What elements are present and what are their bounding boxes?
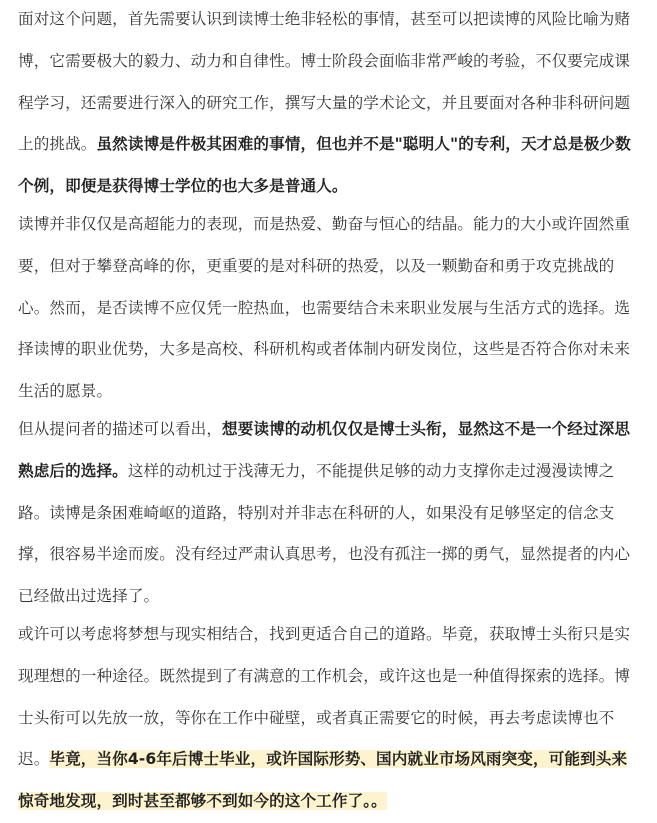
paragraph-4 <box>18 614 639 823</box>
paragraph-3-text-a: 但从提问者的描述可以看出， <box>18 419 223 438</box>
paragraph-3-bold: 想要读博的动机仅仅是博士头衔，显然这不是一个经过深思熟虑后的选择。 <box>18 419 631 480</box>
paragraph-2 <box>18 204 639 413</box>
paragraph-3-text-b: 这样的动机过于浅薄无力，不能提供足够的动力支撑你走过漫漫读博之路。读博是条困难崎岖的道路，特别对并非志在科研的人，如果没有足够坚定的信念支撑，很容易半途而废。没有经过严肃认真思考，也没有孤注一掷的勇气，显然提者的内心已经做出过选择了。 <box>18 461 631 606</box>
paragraph-1-bold: 虽然读博是件极其困难的事情，但也并不是"聪明人"的专利，天才总是极少数个例，即便是获得博士学位的也大多是普通人。 <box>18 135 631 196</box>
paragraph-3 <box>18 409 639 618</box>
paragraph-4-highlighted-bold: 毕竟，当你4-6年后博士毕业，或许国际形势、国内就业市场风雨突变，可能到头来惊奇地发现，到时甚至都够不到如今的这个工作了。。 <box>18 750 628 811</box>
paragraph-1-text: 面对这个问题，首先需要认识到读博士绝非轻松的事情，甚至可以把读博的风险比喻为赌博，它需要极大的毅力、动力和自律性。博士阶段会面临非常严峻的考验，不仅要完成课程学习，还需要进行深入的研究工作，撰写大量的学术论文，并且要面对各种非科研问题上的挑战。 <box>18 10 631 154</box>
paragraph-4-text: 或许可以考虑将梦想与现实相结合，找到更适合自己的道路。毕竟，获取博士头衔只是实现理想的一种途径。既然提到了有满意的工作机会，或许这也是一种值得探索的选择。博士头衔可以先放一放，等你在工作中碰壁，或者真正需要它的时候，再去考虑读博也不迟。 <box>18 624 631 769</box>
paragraph-2-text: 读博并非仅仅是高超能力的表现，而是热爱、勤奋与恒心的结晶。能力的大小或许固然重要，但对于攀登高峰的你，更重要的是对科研的热爱，以及一颗勤奋和勇于攻克挑战的心。然而，是否读博不应仅凭一腔热血，也需要结合未来职业发展与生活方式的选择。选择读博的职业优势，大多是高校、科研机构或者体制内研发岗位，这些是否符合你对未来生活的愿景。 <box>18 214 631 401</box>
paragraph-1 <box>18 0 639 208</box>
